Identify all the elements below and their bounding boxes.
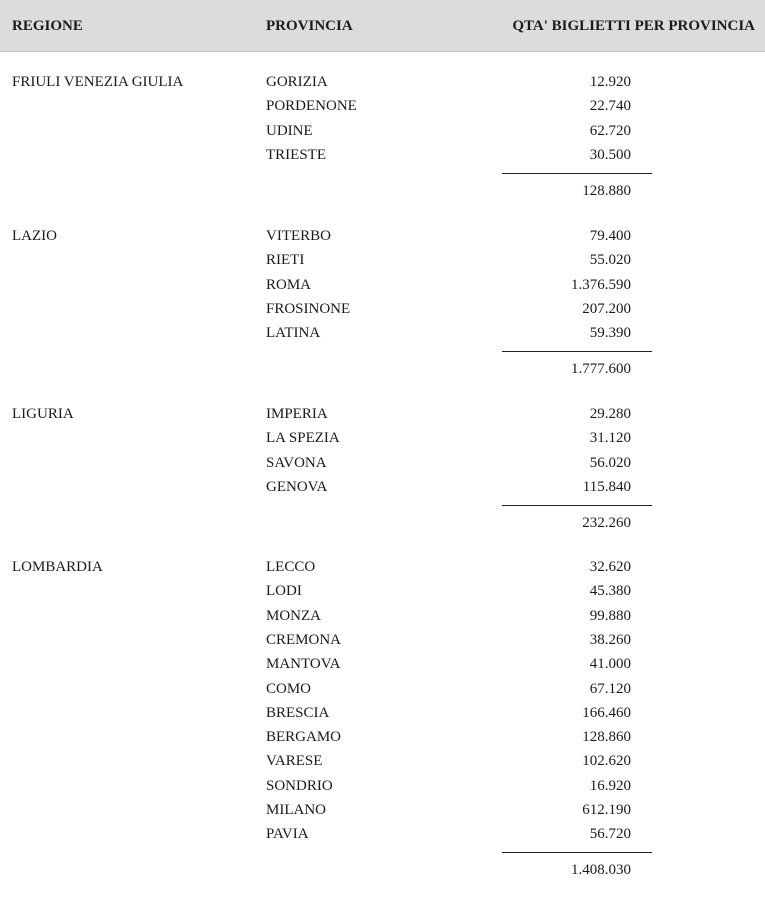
province-name: LATINA	[266, 325, 321, 341]
province-name: BRESCIA	[266, 705, 330, 721]
province-name: VITERBO	[266, 228, 331, 244]
province-qty: 62.720	[589, 123, 631, 139]
province-qty: 16.920	[589, 778, 631, 794]
province-qty: 166.460	[582, 705, 631, 721]
province-name: PORDENONE	[266, 98, 357, 114]
province-qty: 45.380	[589, 583, 631, 599]
province-name: LECCO	[266, 559, 316, 575]
province-qty: 55.020	[589, 252, 631, 268]
region-name: LAZIO	[12, 228, 57, 244]
province-name: PAVIA	[266, 826, 309, 842]
province-name: MANTOVA	[266, 656, 341, 672]
province-name: CREMONA	[266, 632, 342, 648]
province-name: LA SPEZIA	[266, 430, 340, 446]
region-total: 1.777.600	[571, 361, 631, 377]
province-qty: 38.260	[589, 632, 631, 648]
table-header	[0, 0, 765, 52]
province-name: COMO	[266, 681, 312, 697]
province-qty: 102.620	[582, 753, 631, 769]
province-name: LODI	[266, 583, 302, 599]
province-qty: 56.720	[589, 826, 631, 842]
region-name: LIGURIA	[12, 406, 74, 422]
province-qty: 12.920	[589, 74, 631, 90]
province-name: MONZA	[266, 608, 321, 624]
province-name: GENOVA	[266, 479, 328, 495]
province-name: SONDRIO	[266, 778, 333, 794]
province-name: ROMA	[266, 277, 312, 293]
province-name: GORIZIA	[266, 74, 328, 90]
province-qty: 1.376.590	[571, 277, 631, 293]
province-name: TRIESTE	[266, 147, 326, 163]
province-name: FROSINONE	[266, 301, 351, 317]
subtotal-divider	[502, 351, 652, 352]
province-name: RIETI	[266, 252, 305, 268]
region-total: 1.408.030	[571, 862, 631, 878]
region-name: FRIULI VENEZIA GIULIA	[12, 74, 184, 90]
subtotal-divider	[502, 173, 652, 174]
region-total: 128.880	[582, 183, 631, 199]
province-qty: 31.120	[589, 430, 631, 446]
province-qty: 79.400	[589, 228, 631, 244]
province-qty: 99.880	[589, 608, 631, 624]
province-qty: 56.020	[589, 455, 631, 471]
province-qty: 41.000	[589, 656, 631, 672]
province-qty: 22.740	[589, 98, 631, 114]
province-name: SAVONA	[266, 455, 327, 471]
region-total: 232.260	[582, 515, 631, 531]
province-name: VARESE	[266, 753, 323, 769]
province-qty: 207.200	[582, 301, 631, 317]
province-name: IMPERIA	[266, 406, 328, 422]
province-qty: 128.860	[582, 729, 631, 745]
province-name: UDINE	[266, 123, 313, 139]
province-qty: 67.120	[589, 681, 631, 697]
subtotal-divider	[502, 852, 652, 853]
subtotal-divider	[502, 505, 652, 506]
region-name: LOMBARDIA	[12, 559, 103, 575]
province-qty: 30.500	[589, 147, 631, 163]
header-qta-biglietti: QTA' BIGLIETTI PER PROVINCIA	[512, 18, 755, 34]
province-qty: 59.390	[589, 325, 631, 341]
province-name: BERGAMO	[266, 729, 342, 745]
province-qty: 115.840	[582, 479, 631, 495]
province-name: MILANO	[266, 802, 326, 818]
header-regione: REGIONE	[12, 18, 83, 34]
province-qty: 32.620	[589, 559, 631, 575]
province-qty: 612.190	[582, 802, 631, 818]
province-qty: 29.280	[589, 406, 631, 422]
header-provincia: PROVINCIA	[266, 18, 353, 34]
